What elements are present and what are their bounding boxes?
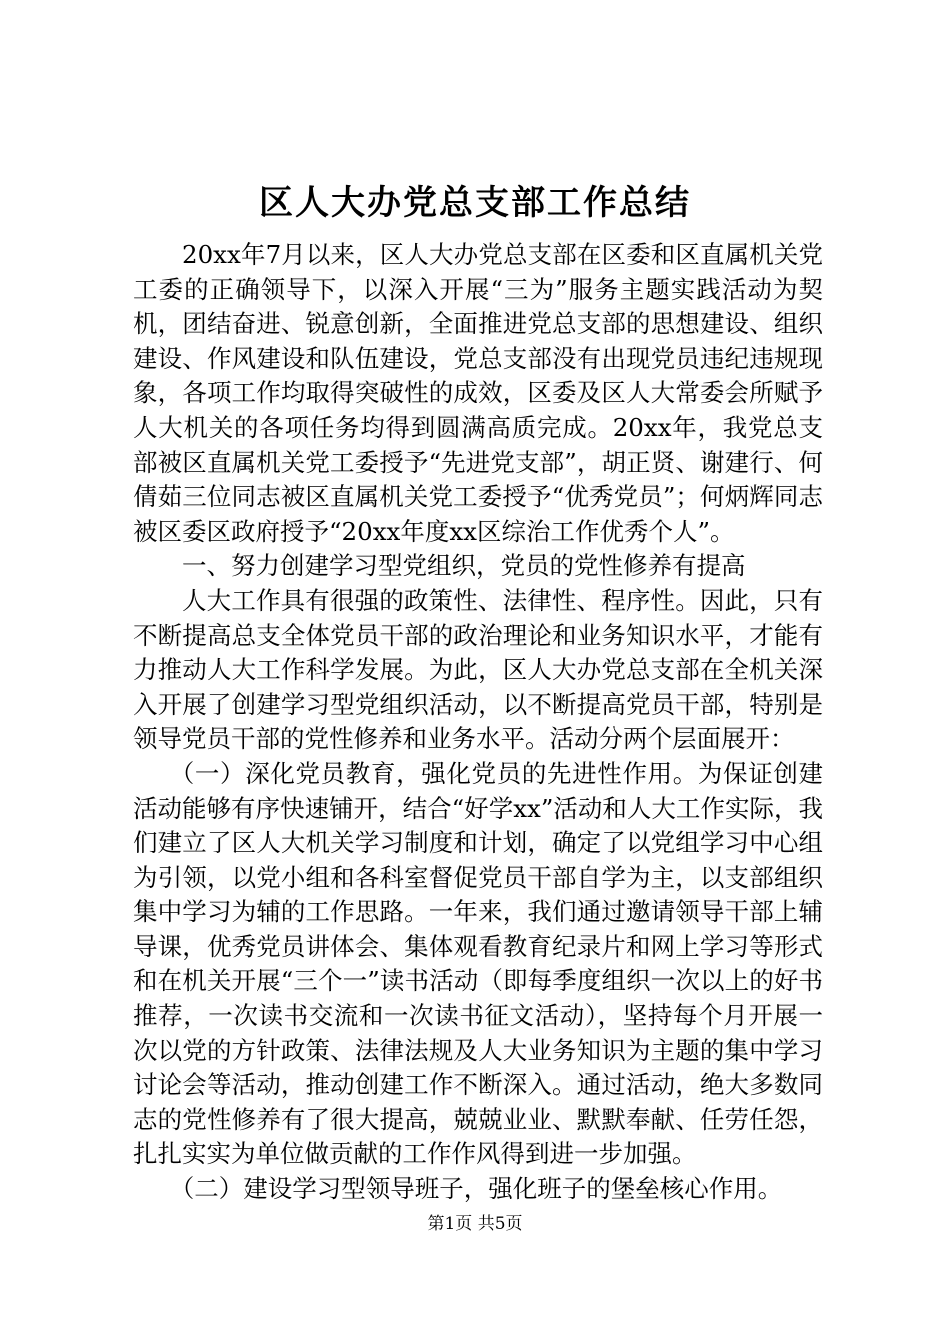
page-number: 第1页 共5页 — [427, 1214, 523, 1234]
paragraph-subsection-1: （一）深化党员教育，强化党员的先进性作用。为保证创建活动能够有序快速铺开，结合“好学xx”活动和人大工作实际，我们建立了区人大机关学习制度和计划，确定了以党组学习中心组为引领，以党小组和各科室督促党员干部自学为主，以支部组织集中学习为辅的工作思路。一年来，我们通过邀请领导干部上辅导课，优秀党员讲体会、集体观看教育纪录片和网上学习等形式和在机关开展“三个一”读书活动（即每季度组织一次以上的好书推荐，一次读书交流和一次读书征文活动），坚持每个月开展一次以党的方针政策、法律法规及人大业务知识为主题的集中学习讨论会等活动，推动创建工作不断深入。通过活动，绝大多数同志的党性修养有了很大提高，兢兢业业、默默奉献、任劳任怨，扎扎实实为单位做贡献的工作作风得到进一步加强。 — [133, 758, 823, 1169]
paragraph-intro: 20xx年7月以来，区人大办党总支部在区委和区直属机关党工委的正确领导下，以深入开展“三为”服务主题实践活动为契机，团结奋进、锐意创新，全面推进党总支部的思想建设、组织建设、作风建设和队伍建设，党总支部没有出现党员违纪违规现象，各项工作均取得突破性的成效，区委及区人大常委会所赋予人大机关的各项任务均得到圆满高质完成。20xx年，我党总支部被区直属机关党工委授予“先进党支部”，胡正贤、谢建行、何倩茹三位同志被区直属机关党工委授予“优秀党员”；何炳辉同志被区委区政府授予“20xx年度xx区综治工作优秀个人”。 — [133, 240, 823, 546]
paragraph-subsection-2: （二）建设学习型领导班子，强化班子的堡垒核心作用。 — [169, 1174, 783, 1204]
document-body — [133, 238, 823, 1207]
paragraph-section-1: 人大工作具有很强的政策性、法律性、程序性。因此，只有不断提高总支全体党员干部的政治理论和业务知识水平，才能有力推动人大工作科学发展。为此，区人大办党总支部在全机关深入开展了创建学习型党组织活动，以不断提高党员干部，特别是领导党员干部的党性修养和业务水平。活动分两个层面展开： — [133, 585, 823, 754]
section-heading-1: 一、努力创建学习型党组织，党员的党性修养有提高 — [182, 551, 746, 581]
document-title: 区人大办党总支部工作总结 — [259, 183, 691, 223]
